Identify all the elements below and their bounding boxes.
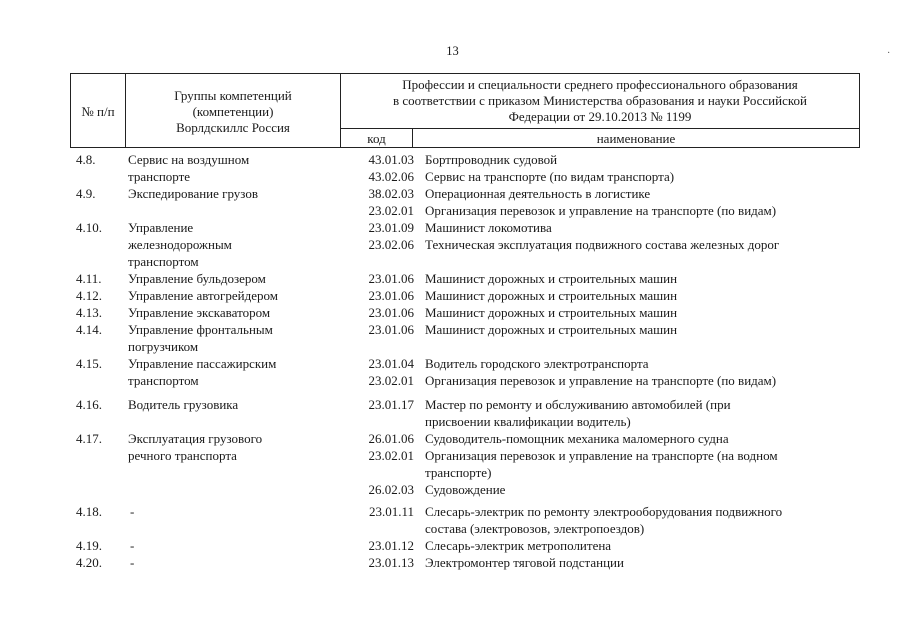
name-line: Машинист дорожных и строительных машин (425, 305, 678, 320)
profession-code: 23.01.04 (368, 356, 414, 371)
name-line: Бортпроводник судовой (425, 152, 558, 167)
profession-code: 23.01.06 (368, 271, 414, 286)
name-line: Организация перевозок и управление на транспорте (по видам) (425, 203, 777, 218)
group-line: транспортом (128, 254, 199, 269)
header-name: наименование (596, 130, 676, 146)
header-prof-line: Профессии и специальности среднего профессионального образования (402, 77, 798, 92)
header-professions (341, 74, 859, 128)
profession-code: 23.02.01 (368, 448, 414, 463)
header-group (126, 74, 340, 149)
row-number: 4.17. (76, 431, 102, 446)
row-number: 4.8. (76, 152, 96, 167)
profession-name (425, 219, 850, 236)
profession-code: 43.02.06 (368, 169, 414, 184)
header-code: код (367, 130, 386, 146)
name-line: Электромонтер тяговой подстанции (425, 555, 624, 570)
header-prof-line: Федерации от 29.10.2013 № 1199 (508, 109, 692, 124)
name-line: Машинист дорожных и строительных машин (425, 288, 678, 303)
group-line: Управление автогрейдером (128, 288, 278, 303)
group-line: Управление пассажирским (128, 356, 277, 371)
profession-code: 23.02.06 (368, 237, 414, 252)
group-line: Управление экскаватором (128, 305, 271, 320)
profession-code: 23.01.17 (368, 397, 414, 412)
name-line: Машинист дорожных и строительных машин (425, 322, 678, 337)
row-number: 4.16. (76, 397, 102, 412)
row-number: 4.13. (76, 305, 102, 320)
group-line: железнодорожным (128, 237, 232, 252)
row-number: 4.11. (76, 271, 102, 286)
group-line: - (130, 538, 135, 553)
profession-name (425, 236, 850, 253)
row-group (128, 503, 328, 520)
profession-name (425, 430, 850, 447)
name-line: Судоводитель-помощник механика маломерного судна (425, 431, 729, 446)
name-line: Операционная деятельность в логистике (425, 186, 651, 201)
profession-name (425, 202, 850, 219)
profession-code: 23.01.13 (368, 555, 414, 570)
group-line: Управление фронтальным (128, 322, 273, 337)
row-number: 4.9. (76, 186, 96, 201)
profession-code: 23.01.06 (368, 322, 414, 337)
profession-name (425, 554, 850, 571)
row-group (128, 287, 328, 304)
row-group (128, 396, 328, 413)
table-header (70, 73, 860, 148)
header-prof-line: в соответствии с приказом Министерства образования и науки Российской (393, 93, 807, 108)
group-line: речного транспорта (128, 448, 237, 463)
profession-code: 38.02.03 (368, 186, 414, 201)
group-line: транспортом (128, 373, 199, 388)
page-number: 13 (446, 44, 459, 58)
row-group (128, 537, 328, 554)
row-number: 4.15. (76, 356, 102, 371)
row-number: 4.10. (76, 220, 102, 235)
group-line: Сервис на воздушном (128, 152, 250, 167)
row-number: 4.14. (76, 322, 102, 337)
row-group (128, 270, 328, 287)
profession-name (425, 304, 850, 321)
profession-name (425, 287, 850, 304)
profession-name (425, 396, 850, 430)
name-line: Водитель городского электротранспорта (425, 356, 649, 371)
row-group (128, 304, 328, 321)
row-number: 4.19. (76, 538, 102, 553)
profession-name (425, 537, 850, 554)
header-number: № п/п (81, 103, 115, 119)
row-group (128, 185, 328, 202)
name-line: Сервис на транспорте (по видам транспорта) (425, 169, 675, 184)
name-line: Слесарь-электрик метрополитена (425, 538, 612, 553)
profession-code: 23.02.01 (368, 373, 414, 388)
profession-name (425, 447, 850, 481)
profession-name (425, 270, 850, 287)
profession-code: 23.01.09 (368, 220, 414, 235)
header-group-line: Ворлдскиллс Россия (176, 119, 290, 135)
profession-name (425, 185, 850, 202)
name-line: Машинист локомотива (425, 220, 552, 235)
row-group (128, 321, 328, 355)
profession-code: 23.01.11 (368, 504, 414, 519)
margin-mark: · (887, 48, 891, 59)
profession-code: 43.01.03 (368, 152, 414, 167)
header-group-line: Группы компетенций (174, 87, 292, 103)
group-line: Управление бульдозером (128, 271, 266, 286)
name-line: Техническая эксплуатация подвижного состава железных дорог (425, 237, 780, 252)
profession-code: 26.01.06 (368, 431, 414, 446)
profession-name (425, 321, 850, 338)
profession-code: 26.02.03 (368, 482, 414, 497)
row-group (128, 151, 328, 185)
name-line: Машинист дорожных и строительных машин (425, 271, 678, 286)
group-line: погрузчиком (128, 339, 199, 354)
group-line: Эксплуатация грузового (128, 431, 263, 446)
name-line: Организация перевозок и управление на транспорте (на водном (425, 448, 778, 463)
profession-name (425, 168, 850, 185)
row-group (128, 219, 328, 270)
group-line: Водитель грузовика (128, 397, 239, 412)
name-line: Организация перевозок и управление на транспорте (по видам) (425, 373, 777, 388)
row-number: 4.20. (76, 555, 102, 570)
name-line: Слесарь-электрик по ремонту электрооборудования подвижного (425, 504, 783, 519)
profession-name (425, 151, 850, 168)
row-number: 4.12. (76, 288, 102, 303)
profession-name (425, 355, 850, 372)
group-line: Экспедирование грузов (128, 186, 258, 201)
group-line: - (130, 504, 135, 519)
profession-code: 23.01.06 (368, 288, 414, 303)
profession-name (425, 372, 850, 389)
header-group-line: (компетенции) (192, 103, 274, 119)
row-group (128, 430, 328, 464)
profession-code: 23.01.06 (368, 305, 414, 320)
name-line: Судовождение (425, 482, 506, 497)
row-group (128, 554, 328, 571)
profession-code: 23.02.01 (368, 203, 414, 218)
group-line: транспорте (128, 169, 191, 184)
profession-name (425, 481, 850, 498)
profession-code: 23.01.12 (368, 538, 414, 553)
name-line: Мастер по ремонту и обслуживанию автомобилей (при (425, 397, 731, 412)
group-line: - (130, 555, 135, 570)
row-number: 4.18. (76, 504, 102, 519)
name-line: транспорте) (425, 465, 492, 480)
group-line: Управление (128, 220, 194, 235)
name-line: присвоении квалификации водитель) (425, 414, 631, 429)
profession-name (425, 503, 850, 537)
name-line: состава (электровозов, электропоездов) (425, 521, 645, 536)
row-group (128, 355, 328, 389)
